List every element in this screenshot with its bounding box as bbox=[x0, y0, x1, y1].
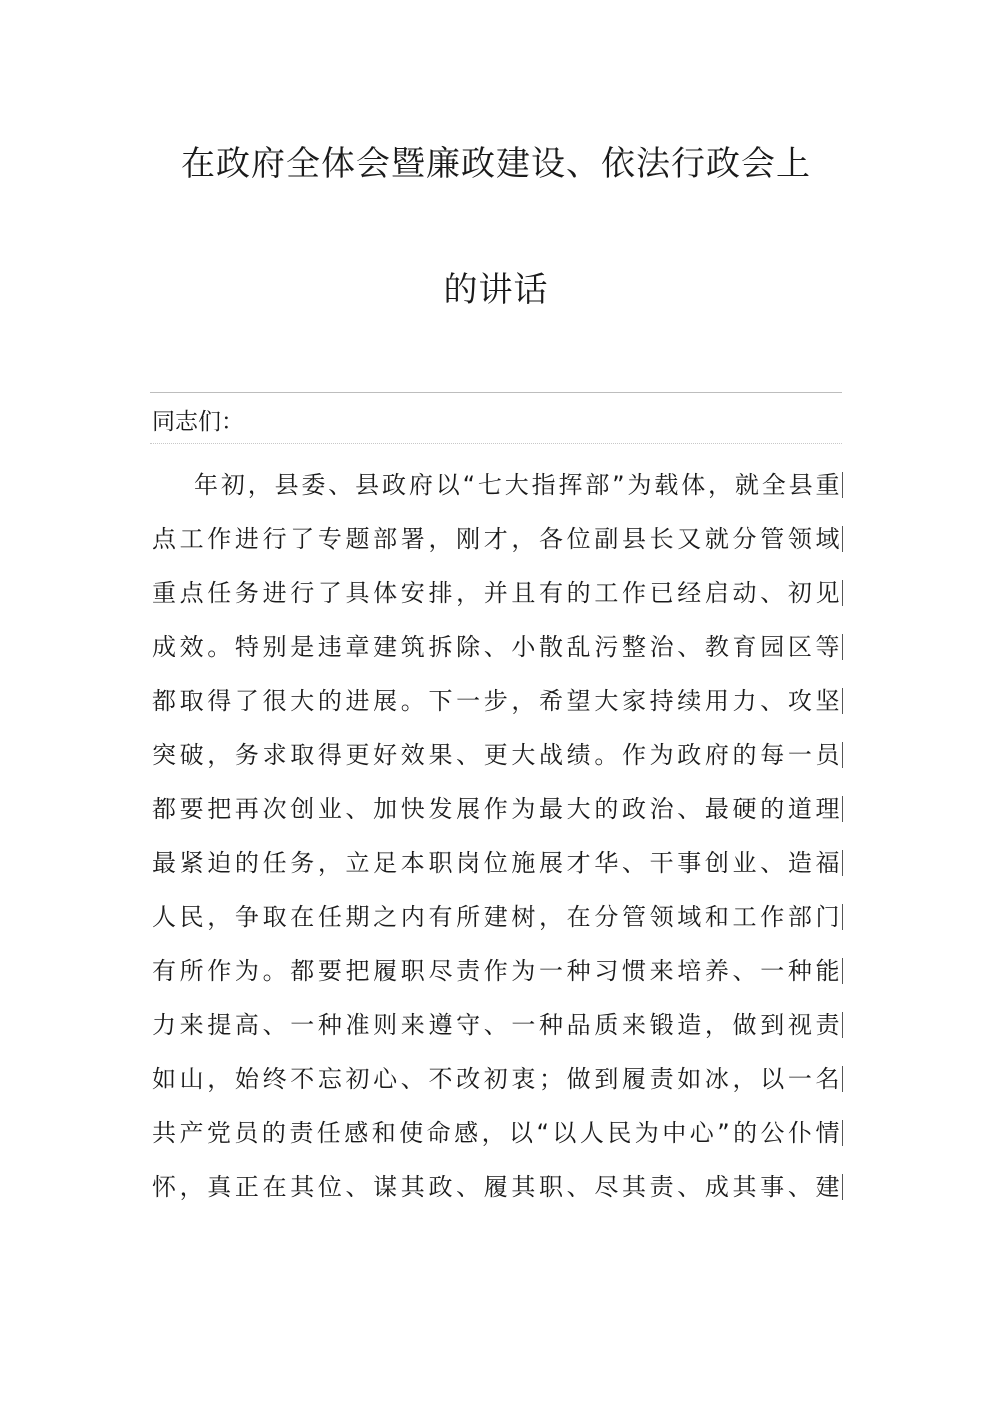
body-line: 年初，县委、县政府以“七大指挥部”为载体，就全县重 bbox=[194, 471, 840, 499]
body-line: 有所作为。都要把履职尽责作为一种习惯来培养、一种能 bbox=[152, 957, 840, 985]
margin-tick-mark bbox=[842, 1120, 843, 1146]
body-line: 都取得了很大的进展。下一步，希望大家持续用力、攻坚 bbox=[152, 687, 840, 715]
margin-tick-mark bbox=[842, 904, 843, 930]
margin-tick-mark bbox=[842, 850, 843, 876]
margin-tick-mark bbox=[842, 472, 843, 498]
body-line: 怀，真正在其位、谋其政、履其职、尽其责、成其事、建 bbox=[152, 1173, 840, 1201]
body-line: 点工作进行了专题部署，刚才，各位副县长又就分管领域 bbox=[152, 525, 840, 553]
document-title-line-2: 的讲话 bbox=[443, 270, 549, 310]
margin-tick-mark bbox=[842, 1174, 843, 1200]
body-line: 共产党员的责任感和使命感，以“以人民为中心”的公仆情 bbox=[152, 1119, 840, 1147]
margin-tick-mark bbox=[842, 526, 843, 552]
body-line: 突破，务求取得更好效果、更大战绩。作为政府的每一员 bbox=[152, 741, 840, 769]
body-line: 力来提高、一种准则来遵守、一种品质来锻造，做到视责 bbox=[152, 1011, 840, 1039]
salutation: 同志们： bbox=[152, 409, 244, 435]
salutation-top-rule bbox=[150, 392, 842, 393]
margin-tick-mark bbox=[842, 796, 843, 822]
body-line: 如山，始终不忘初心、不改初衷；做到履责如冰，以一名 bbox=[152, 1065, 840, 1093]
margin-tick-mark bbox=[842, 580, 843, 606]
document-title-line-1: 在政府全体会暨廉政建设、依法行政会上 bbox=[181, 144, 811, 184]
margin-tick-mark bbox=[842, 1066, 843, 1092]
margin-tick-mark bbox=[842, 634, 843, 660]
margin-tick-mark bbox=[842, 742, 843, 768]
body-line: 成效。特别是违章建筑拆除、小散乱污整治、教育园区等 bbox=[152, 633, 840, 661]
body-line: 人民，争取在任期之内有所建树，在分管领域和工作部门 bbox=[152, 903, 840, 931]
salutation-bottom-rule bbox=[150, 443, 842, 444]
document-body bbox=[152, 466, 842, 1222]
margin-tick-mark bbox=[842, 1012, 843, 1038]
margin-tick-mark bbox=[842, 688, 843, 714]
body-line: 重点任务进行了具体安排，并且有的工作已经启动、初见 bbox=[152, 579, 840, 607]
body-line: 都要把再次创业、加快发展作为最大的政治、最硬的道理 bbox=[152, 795, 840, 823]
margin-tick-mark bbox=[842, 958, 843, 984]
body-line: 最紧迫的任务，立足本职岗位施展才华、干事创业、造福 bbox=[152, 849, 840, 877]
